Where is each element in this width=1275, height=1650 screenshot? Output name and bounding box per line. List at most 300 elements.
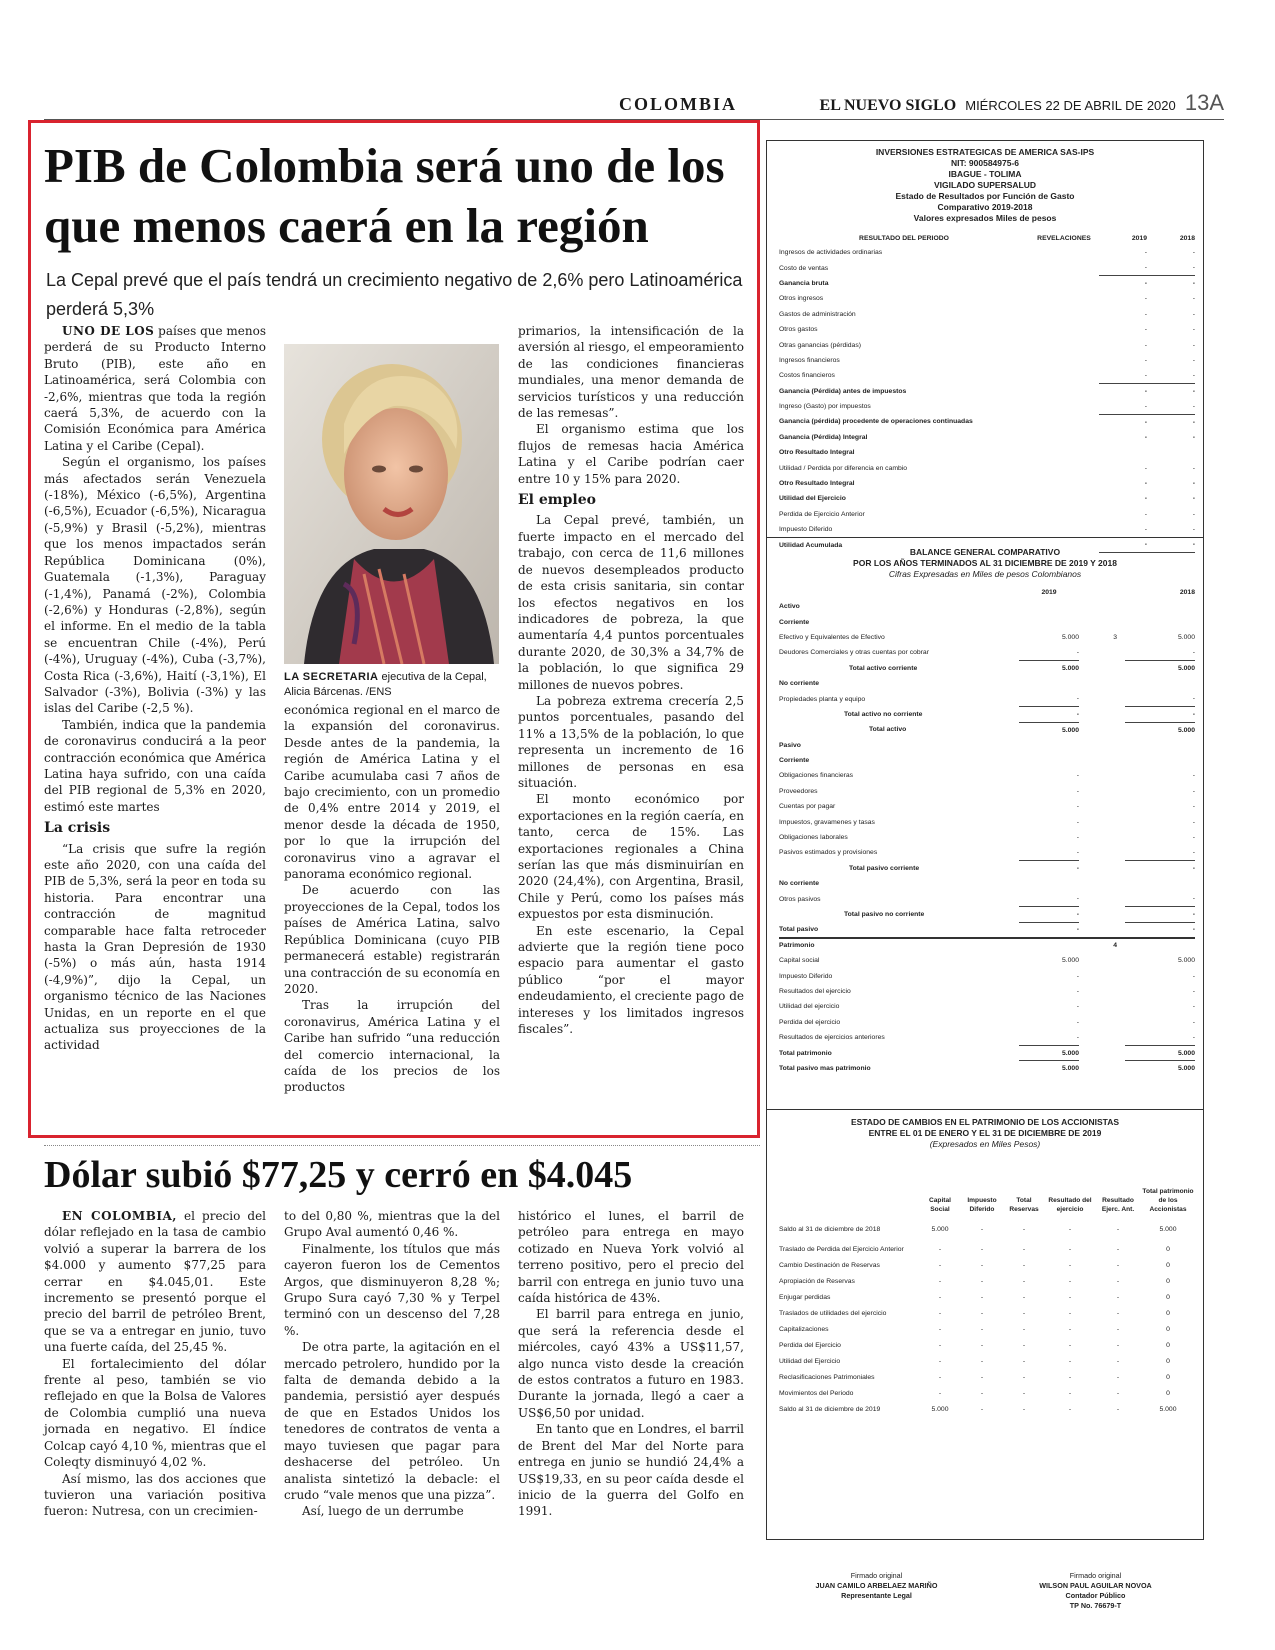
column-header: 2018: [1179, 235, 1195, 242]
value-2019: -: [1076, 926, 1079, 934]
row-note: [1079, 1030, 1125, 1045]
income-row: [779, 476, 1195, 491]
value-2019: 5.000: [1061, 957, 1079, 965]
equity-row: [779, 1369, 1195, 1385]
company-nit: NIT: 900584975-6: [950, 158, 1020, 168]
value-2019: [1019, 614, 1079, 629]
balance-row: [779, 691, 1195, 706]
equity-value: -: [980, 1261, 984, 1269]
equity-value: -: [938, 1261, 942, 1269]
value-2018: 5.000: [1125, 1045, 1195, 1060]
row-note: [1079, 830, 1125, 845]
article1-crosshead: El empleo: [518, 492, 596, 509]
column-header: 2019: [1041, 589, 1057, 596]
equity-value: -: [1022, 1325, 1026, 1333]
value-2018: -: [1192, 310, 1195, 318]
article1-paragraph: El organismo estima que los flujos de remesas hacia América Latina y el Caribe podrían caer entre 10 y 15% para 2020.: [518, 422, 744, 486]
article1-paragraph: Tras la irrupción del coronavirus, América Latina y el Caribe han sufrido “una reducción del comercio internacional, la caída de los precios de los productos: [284, 998, 500, 1095]
article2-column-1: [44, 1208, 266, 1520]
article1-paragraph: De acuerdo con las proyecciones de la Cepal, todos los países de América Latina, salvo República Dominicana (cuyo PIB permanecerá estable) registrarán una contracción de su economía en 2020.: [284, 883, 500, 996]
value-2018: -: [1192, 280, 1195, 288]
article1-paragraph: La Cepal prevé, también, un fuerte impacto en el mercado del trabajo, con cerca de 11,6 millones de nuevos desempleados producto de esta crisis sanitaria, sin contar los efectos negativos en los indicadores de pobreza, la que aumentaría 4,4 puntos porcentuales durante 2020, de 30,3% a 34,7% de la población, lo que significa 29 millones de nuevos pobres.: [518, 513, 744, 692]
equity-value: -: [1022, 1373, 1026, 1381]
equity-value: -: [1068, 1261, 1072, 1269]
value-2019: [1019, 938, 1079, 953]
signature-legal-rep: [767, 1571, 986, 1601]
row-note: [1079, 722, 1125, 737]
article1-paragraph: países que menos perderá de su Producto Interno Bruto (PIB), este año en Latinoamérica, será Colombia con -2,6%, mientras que toda la región caerá 5,3%, de acuerdo con la Comisión Económica para América Latina y el Caribe (Cepal).: [44, 324, 266, 453]
income-row: [779, 276, 1195, 291]
row-label: Total activo corriente: [849, 664, 918, 672]
equity-value: 0: [1166, 1277, 1170, 1285]
row-note: [1079, 707, 1125, 722]
financial-statements-notice: [766, 140, 1204, 1610]
row-note: [1029, 291, 1099, 306]
value-2018: -: [1192, 818, 1195, 826]
masthead: [44, 92, 1224, 120]
value-2018: -: [1125, 1030, 1195, 1045]
equity-value: -: [1022, 1225, 1026, 1233]
equity-value: 0: [1166, 1261, 1170, 1269]
equity-value: -: [1022, 1357, 1026, 1365]
equity-value: -: [1116, 1341, 1120, 1349]
income-row: [779, 368, 1195, 383]
row-label: Costo de ventas: [779, 264, 829, 272]
equity-value: -: [980, 1325, 984, 1333]
statement2-units: Cifras Expresadas en Miles de pesos Colombianos: [888, 569, 1082, 579]
row-label: Perdida del Ejercicio: [779, 1341, 841, 1349]
equity-value: 0: [1166, 1309, 1170, 1317]
equity-row: [779, 1337, 1195, 1353]
article2-paragraph: el precio del dólar reflejado en la tasa de cambio volvió a superar la barrera de los $4.000 y aumento $77,25 para cerrar en $4.045,01. Este incremento se presentó porque el precio del barril de petróleo Brent, que se va a entregar en junio, tuvo una fuerte caída, del 25,45 %.: [44, 1209, 267, 1355]
company-city: IBAGUE - TOLIMA: [948, 169, 1022, 179]
balance-row: [779, 799, 1195, 814]
signatory-role: Representante Legal: [841, 1591, 912, 1600]
equity-column-header: Total Reservas: [1009, 1197, 1039, 1213]
balance-row: [779, 984, 1195, 999]
article1-headline: PIB de Colombia será uno de los que menos caerá en la región: [44, 138, 725, 253]
signatory-license: TP No. 76679-T: [1069, 1601, 1122, 1610]
equity-value: -: [1116, 1277, 1120, 1285]
supervisor-label: VIGILADO SUPERSALUD: [933, 180, 1036, 190]
row-label: Efectivo y Equivalentes de Efectivo: [779, 633, 885, 641]
row-note: [1029, 445, 1099, 460]
value-2019: -: [1144, 510, 1147, 518]
income-row: [779, 384, 1195, 399]
row-note: [1079, 876, 1125, 891]
photo-caption: [284, 670, 499, 700]
equity-row: [779, 1321, 1195, 1337]
row-label: Utilidad del Ejercicio: [779, 1357, 841, 1365]
balance-row: [779, 907, 1195, 922]
value-2019: -: [1076, 834, 1079, 842]
article1-column-2: [284, 702, 500, 1096]
value-2019: -: [1144, 480, 1147, 488]
value-2019: -: [1144, 387, 1147, 395]
balance-sheet-table: [779, 589, 1195, 1076]
value-2019: 5.000: [1019, 1045, 1079, 1060]
value-2019: -: [1099, 537, 1147, 552]
equity-column-header: Resultado Ejerc. Ant.: [1101, 1197, 1135, 1213]
value-2018: -: [1192, 387, 1195, 395]
value-2019: -: [1019, 1030, 1079, 1045]
equity-value: -: [1116, 1405, 1120, 1413]
value-2019: -: [1019, 691, 1079, 706]
value-2019: -: [1099, 368, 1147, 383]
equity-changes-table: [779, 1159, 1195, 1417]
row-label: No corriente: [779, 880, 820, 888]
equity-value: -: [1068, 1405, 1072, 1413]
row-label: Utilidad del ejercicio: [779, 1003, 840, 1011]
value-2018: -: [1192, 787, 1195, 795]
row-note: [1079, 1045, 1125, 1060]
equity-value: 0: [1166, 1389, 1170, 1397]
row-label: Patrimonio: [779, 938, 1019, 953]
row-label: Otro Resultado Integral: [779, 480, 855, 488]
value-2019: -: [1019, 891, 1079, 906]
row-note: [1029, 276, 1099, 291]
row-note: [1079, 814, 1125, 829]
row-label: Pasivo: [779, 741, 801, 749]
row-label: Total pasivo no corriente: [844, 911, 925, 918]
value-2019: -: [1144, 310, 1147, 318]
value-2018: -: [1125, 845, 1195, 860]
row-label: Corriente: [779, 618, 810, 626]
equity-value: -: [938, 1293, 942, 1301]
equity-value: 0: [1166, 1357, 1170, 1365]
article2-paragraph: De otra parte, la agitación en el mercado petrolero, hundido por la falta de demanda debido a la pandemia, persistió ayer después de que en Estados Unidos los tenedores de contratos de venta a mayo tuviesen que pagar para deshacerse del petróleo. Un analista sintetizó la debacle: el crudo “vale menos que una pizza”.: [284, 1340, 500, 1502]
equity-value: -: [1068, 1293, 1072, 1301]
value-2019: -: [1144, 495, 1147, 503]
row-note: [1029, 337, 1099, 352]
equity-value: -: [938, 1357, 942, 1365]
masthead-right: [820, 90, 1224, 116]
value-2018: -: [1192, 803, 1195, 811]
value-2018: -: [1192, 341, 1195, 349]
row-label: Impuesto Diferido: [779, 526, 833, 534]
row-label: Saldo al 31 de diciembre de 2019: [779, 1405, 881, 1413]
article2-column-2: [284, 1208, 500, 1520]
equity-row: [779, 1257, 1195, 1273]
value-2018: -: [1192, 249, 1195, 257]
row-note: [1079, 1015, 1125, 1030]
equity-value: -: [1068, 1373, 1072, 1381]
row-label: Impuesto Diferido: [779, 972, 833, 980]
value-2018: -: [1192, 987, 1195, 995]
article1-paragraph: “La crisis que sufre la región este año 2020, con una caída del PIB de 5,3%, será la peor en toda su historia. Para encontrar una contracción de magnitud comparable hace falta retroceder hasta la Gran Depresión de 1930 (-5%) o más aún, hasta 1914 (-4,9%)”, dijo la Cepal, un organismo técnico de las Naciones Unidas, en un reporte en el que actualiza sus proyecciones de la actividad: [44, 841, 266, 1053]
balance-row: [779, 753, 1195, 768]
row-label: Total activo no corriente: [844, 710, 923, 718]
row-label: Propiedades planta y equipo: [779, 695, 866, 703]
income-row: [779, 245, 1195, 260]
value-2018: -: [1192, 972, 1195, 980]
income-row: [779, 307, 1195, 322]
signatory-name: WILSON PAUL AGUILAR NOVOA: [1039, 1581, 1152, 1590]
value-2019: -: [1144, 433, 1147, 441]
row-label: Perdida del ejercicio: [779, 1018, 841, 1026]
row-note: [1029, 353, 1099, 368]
statement1-header: [767, 147, 1203, 224]
row-label: Total pasivo: [779, 925, 819, 933]
value-2018: [1125, 938, 1195, 953]
equity-value: 5.000: [931, 1225, 949, 1233]
value-2018: [1125, 614, 1195, 629]
row-note: 4: [1079, 938, 1125, 953]
equity-value: -: [980, 1309, 984, 1317]
row-note: [1079, 738, 1125, 753]
equity-value: -: [1022, 1309, 1026, 1317]
article2-paragraph: Así mismo, las dos acciones que tuvieron una variación positiva fueron: Nutresa, con un crecimien-: [44, 1471, 266, 1519]
equity-value: -: [1116, 1225, 1120, 1233]
value-2018: -: [1192, 356, 1195, 364]
signatory-role: Contador Público: [1065, 1591, 1126, 1600]
row-note: [1029, 307, 1099, 322]
row-label: Ingresos financieros: [779, 356, 840, 364]
balance-row: [779, 968, 1195, 983]
value-2019: [1019, 676, 1079, 691]
value-2019: -: [1144, 418, 1147, 426]
balance-row: [779, 768, 1195, 783]
income-row: [779, 337, 1195, 352]
paper-name: EL NUEVO SIGLO: [819, 97, 957, 114]
row-note: [1029, 399, 1099, 414]
balance-row: [779, 784, 1195, 799]
article-divider: [44, 1145, 760, 1146]
equity-value: -: [938, 1245, 942, 1253]
value-2019: -: [1076, 987, 1079, 995]
equity-value: -: [1068, 1309, 1072, 1317]
equity-value: -: [1068, 1245, 1072, 1253]
row-label: Cambio Destinación de Reservas: [779, 1261, 880, 1269]
row-note: [1029, 368, 1099, 383]
row-label: Otros pasivos: [779, 895, 821, 903]
row-label: Otras ganancias (pérdidas): [779, 341, 861, 349]
equity-value: -: [980, 1373, 984, 1381]
section-divider: [767, 537, 1203, 538]
balance-row: [779, 999, 1195, 1014]
article1-paragraph: primarios, la intensificación de la aversión al riesgo, el empeoramiento de las condiciones financieras mundiales, una menor demanda de servicios turísticos y una reducción de las remesas”.: [518, 324, 744, 421]
balance-sheet-rows: [779, 599, 1195, 1076]
value-2018: -: [1125, 691, 1195, 706]
value-2018: 5.000: [1177, 957, 1195, 965]
row-label: Reclasificaciones Patrimoniales: [779, 1373, 875, 1381]
equity-value: 0: [1166, 1325, 1170, 1333]
value-2019: -: [1144, 326, 1147, 334]
article1-photo: [284, 344, 499, 664]
row-note: [1079, 845, 1125, 860]
article2-paragraph: En tanto que en Londres, el barril de Brent del Mar del Norte para entrega en junio se hundió 24,4% a US$19,33, en su peor caída desde el inicio de la guerra del Golfo en 1991.: [518, 1422, 744, 1519]
equity-value: -: [1116, 1373, 1120, 1381]
issue-date: MIÉRCOLES 22 DE ABRIL DE 2020: [965, 98, 1176, 113]
equity-value: 0: [1166, 1245, 1170, 1253]
row-label: Traslado de Perdida del Ejercicio Anterior: [779, 1245, 904, 1253]
row-note: [1029, 507, 1099, 522]
income-row: [779, 260, 1195, 275]
row-label: Gastos de administración: [779, 310, 856, 318]
value-2018: [1125, 738, 1195, 753]
row-label: Utilidad Acumulada: [779, 541, 843, 549]
value-2019: -: [1144, 295, 1147, 303]
income-statement-rows: [779, 245, 1195, 553]
article2-paragraph: Así, luego de un derrumbe: [302, 1504, 464, 1519]
income-statement-table: [779, 235, 1195, 553]
equity-value: -: [1068, 1277, 1072, 1285]
row-label: Otros ingresos: [779, 295, 824, 303]
equity-value: -: [980, 1357, 984, 1365]
balance-row: [779, 738, 1195, 753]
article1-paragraph: El monto económico por exportaciones en la región caería, en tanto, cerca de 15%. Las exportaciones regionales a China serían las que más disminuirían en 2020 (24,4%), con Argentina, Brasil, Chile y Perú, como los países más expuestos por esta disminución.: [518, 792, 744, 922]
value-2019: 5.000: [1061, 726, 1079, 734]
row-label: Saldo al 31 de diciembre de 2018: [779, 1225, 881, 1233]
equity-row: [779, 1353, 1195, 1369]
income-row: [779, 430, 1195, 445]
balance-row: [779, 1015, 1195, 1030]
column-header: 2019: [1131, 235, 1147, 242]
row-label: Obligaciones financieras: [779, 772, 854, 780]
equity-value: -: [1022, 1405, 1026, 1413]
row-note: [1079, 614, 1125, 629]
balance-row: [779, 707, 1195, 722]
equity-value: -: [1022, 1245, 1026, 1253]
row-label: Traslados de utilidades del ejercicio: [779, 1309, 887, 1317]
income-row: [779, 291, 1195, 306]
row-label: Ganancia bruta: [779, 279, 829, 287]
equity-value: -: [938, 1389, 942, 1397]
value-2019: -: [1076, 865, 1079, 873]
row-label: No corriente: [779, 680, 820, 688]
row-note: [1079, 999, 1125, 1014]
balance-row: [779, 938, 1195, 953]
section-divider: [767, 1109, 1203, 1110]
statement1-subtitle: Comparativo 2019-2018: [937, 202, 1033, 212]
value-2018: -: [1192, 433, 1195, 441]
value-2019: -: [1099, 399, 1147, 414]
article2-column-3: [518, 1208, 744, 1520]
equity-value: -: [980, 1341, 984, 1349]
income-row: [779, 460, 1195, 475]
value-2019: 5.000: [1061, 1065, 1079, 1073]
row-note: [1029, 414, 1099, 429]
value-2019: -: [1144, 464, 1147, 472]
row-note: [1079, 768, 1125, 783]
article2-paragraph: El fortalecimiento del dólar frente al peso, también se vio reflejado en que la Bolsa de Valores de Colombia cumplió una nueva jornada en negativo. El índice Colcap cayó 4,10 %, mientras que el Coleqty disminuyó 4,02 %.: [44, 1356, 266, 1470]
equity-value: 5.000: [931, 1405, 949, 1413]
equity-column-header: Total patrimonio de los Accionistas: [1142, 1188, 1194, 1213]
row-note: [1079, 676, 1125, 691]
income-row: [779, 414, 1195, 429]
equity-value: -: [980, 1293, 984, 1301]
row-note: [1079, 922, 1125, 937]
value-2019: 5.000: [1061, 633, 1079, 641]
balance-row: [779, 922, 1195, 937]
statement2-subtitle: POR LOS AÑOS TERMINADOS AL 31 DICIEMBRE DE 2019 Y 2018: [853, 558, 1117, 568]
statement3-subtitle: ENTRE EL 01 DE ENERO Y EL 31 DE DICIEMBRE DE 2019: [868, 1128, 1102, 1138]
equity-value: -: [980, 1405, 984, 1413]
article2-paragraph: to del 0,80 %, mientras que la del Grupo Aval aumentó 0,46 %.: [284, 1209, 500, 1240]
value-2018: -: [1125, 645, 1195, 660]
row-label: Pasivos estimados y provisiones: [779, 849, 878, 857]
company-name: INVERSIONES ESTRATEGICAS DE AMERICA SAS-IPS: [875, 147, 1095, 157]
value-2018: 5.000: [1177, 665, 1195, 672]
value-2019: -: [1076, 972, 1079, 980]
portrait-image: [284, 344, 499, 664]
income-row: [779, 322, 1195, 337]
article2-lead-caps: EN COLOMBIA,: [62, 1209, 177, 1223]
balance-row: [779, 953, 1195, 968]
equity-value: -: [938, 1373, 942, 1381]
row-label: Total patrimonio: [779, 1049, 832, 1057]
balance-row: [779, 830, 1195, 845]
balance-row: [779, 645, 1195, 660]
equity-value: 0: [1166, 1293, 1170, 1301]
row-label: Otro Resultado Integral: [779, 449, 855, 457]
equity-value: -: [980, 1277, 984, 1285]
row-note: 3: [1113, 633, 1117, 641]
signature-note: Firmado original: [1069, 1571, 1122, 1580]
value-2019: -: [1076, 772, 1079, 780]
income-row: [779, 491, 1195, 506]
value-2018: -: [1192, 526, 1195, 534]
row-note: [1079, 984, 1125, 999]
row-note: [1079, 645, 1125, 660]
article1-paragraph: También, indica que la pandemia de coronavirus conducirá a la peor contracción económica que América Latina haya sufrido, con una caída del PIB regional de 5,3% en 2020, estimó este martes: [44, 717, 266, 814]
row-note: [1029, 491, 1099, 506]
value-2018: -: [1147, 399, 1195, 414]
equity-value: -: [1022, 1341, 1026, 1349]
balance-row: [779, 1045, 1195, 1060]
row-label: Corriente: [779, 757, 810, 765]
value-2019: -: [1076, 803, 1079, 811]
value-2019: [1019, 753, 1079, 768]
value-2018: [1125, 753, 1195, 768]
row-label: Costos financieros: [779, 372, 835, 380]
row-label: Otros gastos: [779, 326, 818, 334]
balance-row: [779, 630, 1195, 645]
article1-paragraph: Según el organismo, los países más afectados serán Venezuela (-18%), México (-6,5%), Argentina (-6,5%), Ecuador (-6,5%), Nicaragua (-5,9%) y Brasil (-5,2%), mientras que los menos impactados serán República Dominicana (0%), Guatemala (-1,3%), Paraguay (-1,4%), Panamá (-2%), Colombia (-2,6%) y Honduras (-2,8%), según el informe. En el medio de la tabla se encuentran Chile (-4%), Perú (-4%), Uruguay (-4%), Cuba (-3,7%), Costa Rica (-3,6%), Haití (-3,1%), El Salvador (-3%), Bolivia (-3%) y las islas del Caribe (-2,5 %).: [44, 455, 266, 716]
value-2019: -: [1019, 845, 1079, 860]
row-note: [1079, 661, 1125, 676]
equity-value: -: [1116, 1245, 1120, 1253]
income-row: [779, 445, 1195, 460]
balance-row: [779, 814, 1195, 829]
value-2019: [1019, 599, 1079, 614]
value-2019: -: [1144, 526, 1147, 534]
value-2018: -: [1192, 1018, 1195, 1026]
statement3-units: (Expresados en Miles Pesos): [929, 1139, 1041, 1149]
equity-row: [779, 1401, 1195, 1417]
article2-paragraph: El barril para entrega en junio, que será la referencia desde el miércoles, cayó 43% a US$11,57, algo nunca visto desde la creación de estos contratos a futuro en 1983. Durante la jornada, llegó a caer a US$6,50 por unidad.: [518, 1307, 744, 1420]
equity-value: -: [980, 1225, 984, 1233]
value-2018: [1147, 445, 1195, 460]
article1-paragraph: La pobreza extrema crecería 2,5 puntos porcentuales, pasando del 11% a 13,5% de la población, lo que representa un incremento de 16 millones de personas en esa situación.: [518, 693, 744, 790]
statement1-title: Estado de Resultados por Función de Gasto: [895, 191, 1075, 201]
equity-row: [779, 1385, 1195, 1401]
column-header: RESULTADO DEL PERIODO: [859, 235, 949, 242]
value-2019: [1099, 445, 1147, 460]
equity-value: -: [1116, 1261, 1120, 1269]
row-label: Enjugar perdidas: [779, 1293, 831, 1301]
value-2018: -: [1192, 326, 1195, 334]
equity-value: -: [1068, 1357, 1072, 1365]
equity-value: -: [1022, 1277, 1026, 1285]
value-2018: 5.000: [1177, 633, 1195, 641]
equity-value: -: [1022, 1293, 1026, 1301]
equity-value: -: [980, 1245, 984, 1253]
equity-column-header: Impuesto Diferido: [967, 1197, 997, 1213]
row-note: [1029, 322, 1099, 337]
equity-value: -: [1116, 1389, 1120, 1397]
section-name: COLOMBIA: [619, 94, 738, 114]
